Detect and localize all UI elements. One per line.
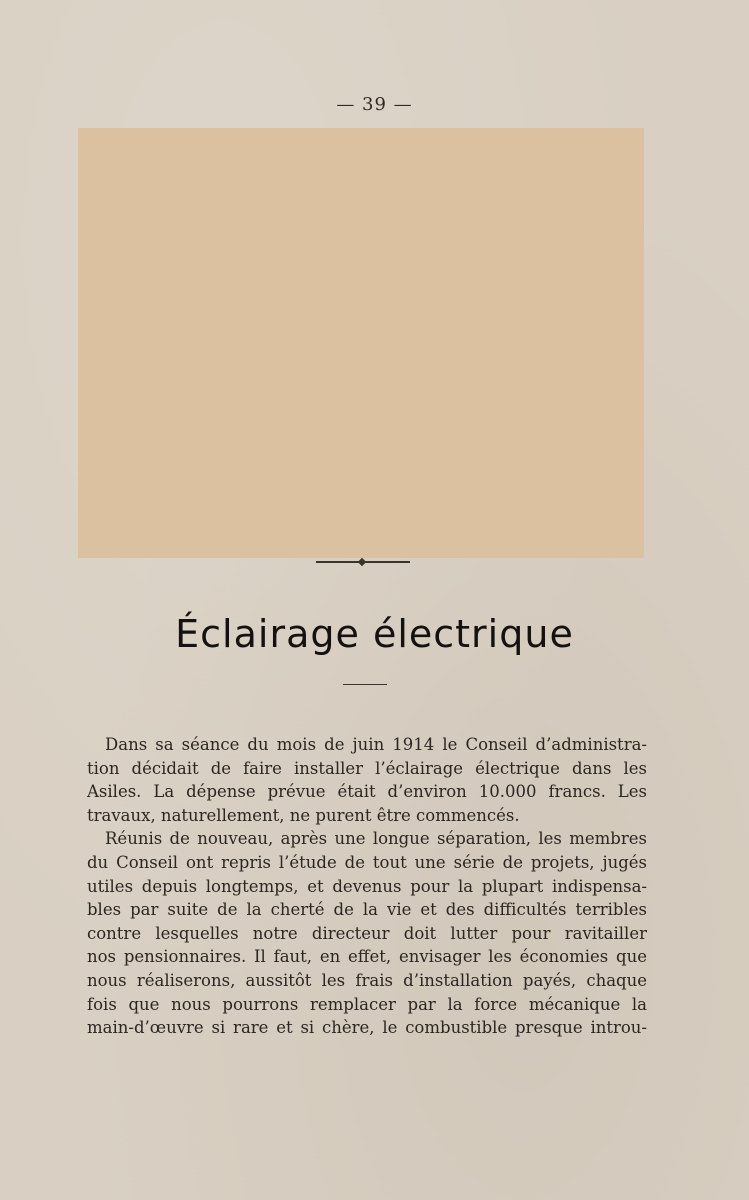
- text-line: Asiles. La dépense prévue était d’environ 10.000 francs. Les: [87, 782, 647, 802]
- text-line: bles par suite de la cherté de la vie et des difficultés terribles: [87, 900, 647, 920]
- page-number: — 39 —: [336, 94, 413, 115]
- text-line: contre lesquelles notre directeur doit lutter pour ravitailler: [87, 923, 647, 943]
- text-line: du Conseil ont repris l’étude de tout une série de projets, jugés: [87, 852, 647, 872]
- text-line: main-d’œuvre si rare et si chère, le combustible presque introu-: [87, 1018, 647, 1038]
- decorative-divider: [316, 561, 410, 563]
- text-line: fois que nous pourrons remplacer par la force mécanique la: [87, 994, 647, 1014]
- text-line: Réunis de nouveau, après une longue séparation, les membres: [105, 829, 647, 849]
- text-line: Dans sa séance du mois de juin 1914 le Conseil d’administra-: [105, 735, 647, 754]
- text-line: travaux, naturellement, ne purent être commencés.: [87, 805, 520, 825]
- section-title: Éclairage électrique: [175, 612, 574, 656]
- body-text: [87, 733, 647, 1040]
- text-line: tion décidait de faire installer l’éclairage électrique dans les: [87, 758, 647, 778]
- illustration-placeholder: [78, 128, 644, 558]
- text-line: nous réaliserons, aussitôt les frais d’installation payés, chaque: [87, 970, 647, 990]
- text-line: utiles depuis longtemps, et devenus pour la plupart indispensa-: [87, 876, 647, 896]
- text-line: nos pensionnaires. Il faut, en effet, envisager les économies que: [87, 947, 647, 967]
- title-underline-rule: [343, 684, 387, 685]
